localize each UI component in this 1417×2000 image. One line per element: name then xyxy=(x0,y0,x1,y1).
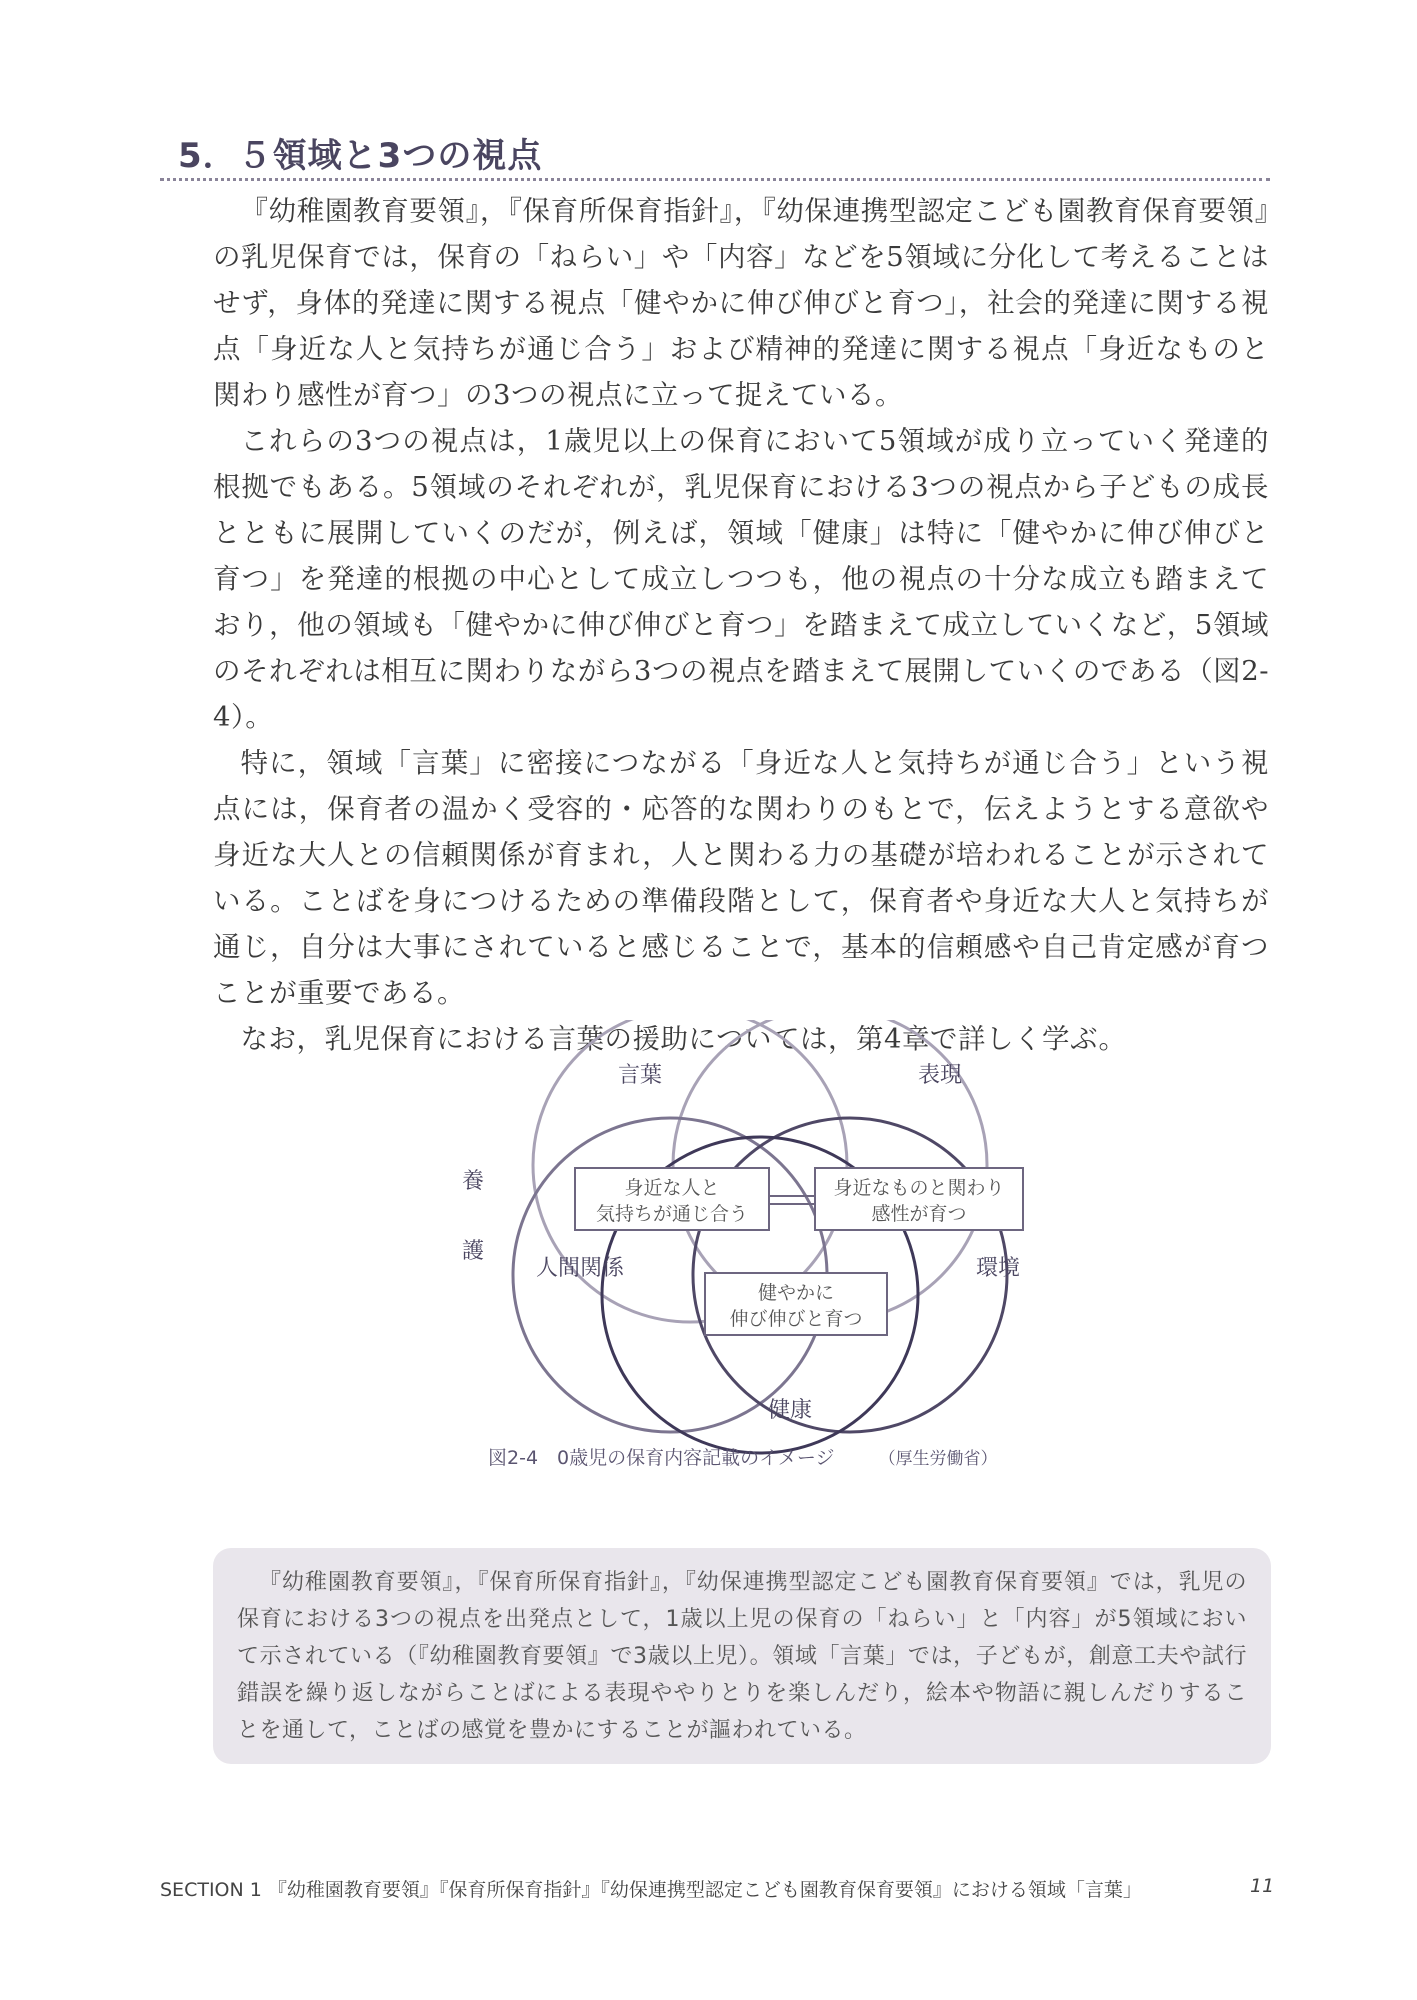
box-sukoyaka xyxy=(704,1272,888,1336)
summary-note xyxy=(213,1548,1271,1764)
paragraph: 特に，領域「言葉」に密接につながる「身近な人と気持ちが通じ合う」という視点には，保育者の温かく受容的・応答的な関わりのもとで，伝えようとする意欲や身近な大人との信頼関係が育まれ，人と関わる力の基礎が培われることが示されている。ことばを身につけるための準備段階として，保育者や身近な大人と気持ちが通じ，自分は大事にされていると感じることで，基本的信頼感や自己肯定感が育つことが重要である。 xyxy=(213,747,1269,1009)
paragraph: これらの3つの視点は，1歳児以上の保育において5領域が成り立っていく発達的根拠でもある。5領域のそれぞれが，乳児保育における3つの視点から子どもの成長とともに展開していくのだが，例えば，領域「健康」は特に「健やかに伸び伸びと育つ」を発達的根拠の中心として成立しつつも，他の視点の十分な成立も踏まえており，他の領域も「健やかに伸び伸びと育つ」を踏まえて成立していくなど，5領域のそれぞれは相互に関わりながら3つの視点を踏まえて展開していくのである（図2-4）。 xyxy=(213,425,1269,733)
paragraph: 『幼稚園教育要領』，『保育所保育指針』，『幼保連携型認定こども園教育保育要領』の乳児保育では，保育の「ねらい」や「内容」などを5領域に分化して考えることはせず，身体的発達に関する視点「健やかに伸び伸びと育つ」，社会的発達に関する視点「身近な人と気持ちが通じ合う」および精神的発達に関する視点「身近なものと関わり感性が育つ」の3つの視点に立って捉えている。 xyxy=(213,195,1269,411)
label-kotoba: 言葉 xyxy=(618,1063,663,1088)
figure-five-domains xyxy=(440,1020,1080,1480)
title-divider xyxy=(160,178,1270,181)
box-line: 伸び伸びと育つ xyxy=(729,1308,863,1330)
section-title: 5．５領域と3つの視点 xyxy=(178,136,543,176)
box-mijikana-hito xyxy=(574,1167,770,1231)
venn-diagram xyxy=(440,1020,1080,1480)
page-number: 11 xyxy=(1250,1875,1275,1897)
figure-caption xyxy=(488,1443,998,1470)
box-mijikana-mono xyxy=(814,1167,1024,1231)
note-text: 『幼稚園教育要領』，『保育所保育指針』，『幼保連携型認定こども園教育保育要領』では，乳児の保育における3つの視点を出発点として，1歳以上児の保育の「ねらい」と「内容」が5領域において示されている（『幼稚園教育要領』で3歳以上児）。領域「言葉」では，子どもが，創意工夫や試行錯誤を繰り返しながらことばによる表現ややりとりを楽しんだり，絵本や物語に親しんだりすることを通して，ことばの感覚を豊かにすることが謳われている。 xyxy=(237,1570,1247,1743)
box-line: 健やかに xyxy=(757,1282,834,1304)
label-hyogen: 表現 xyxy=(918,1063,963,1088)
box-line: 気持ちが通じ合う xyxy=(595,1203,748,1225)
caption-source: （厚生労働省） xyxy=(878,1449,998,1469)
label-kenko: 健康 xyxy=(768,1398,813,1423)
label-yogo-2: 護 xyxy=(462,1239,485,1264)
running-footer: SECTION 1 『幼稚園教育要領』『保育所保育指針』『幼保連携型認定こども園教育保育要領』における領域「言葉」 xyxy=(160,1879,1142,1901)
label-yogo-1: 養 xyxy=(462,1169,485,1194)
body-text xyxy=(213,188,1269,1062)
label-kankyo: 環境 xyxy=(976,1256,1021,1281)
paragraph: なお，乳児保育における言葉の援助については，第4章で詳しく学ぶ。 xyxy=(240,1023,1127,1055)
label-ningen-kankei: 人間関係 xyxy=(536,1256,625,1281)
box-line: 感性が育つ xyxy=(871,1203,967,1225)
box-line: 身近な人と xyxy=(624,1177,720,1199)
caption-text: 図2-4 0歳児の保育内容記載のイメージ xyxy=(488,1447,835,1469)
box-line: 身近なものと関わり xyxy=(833,1177,1005,1199)
